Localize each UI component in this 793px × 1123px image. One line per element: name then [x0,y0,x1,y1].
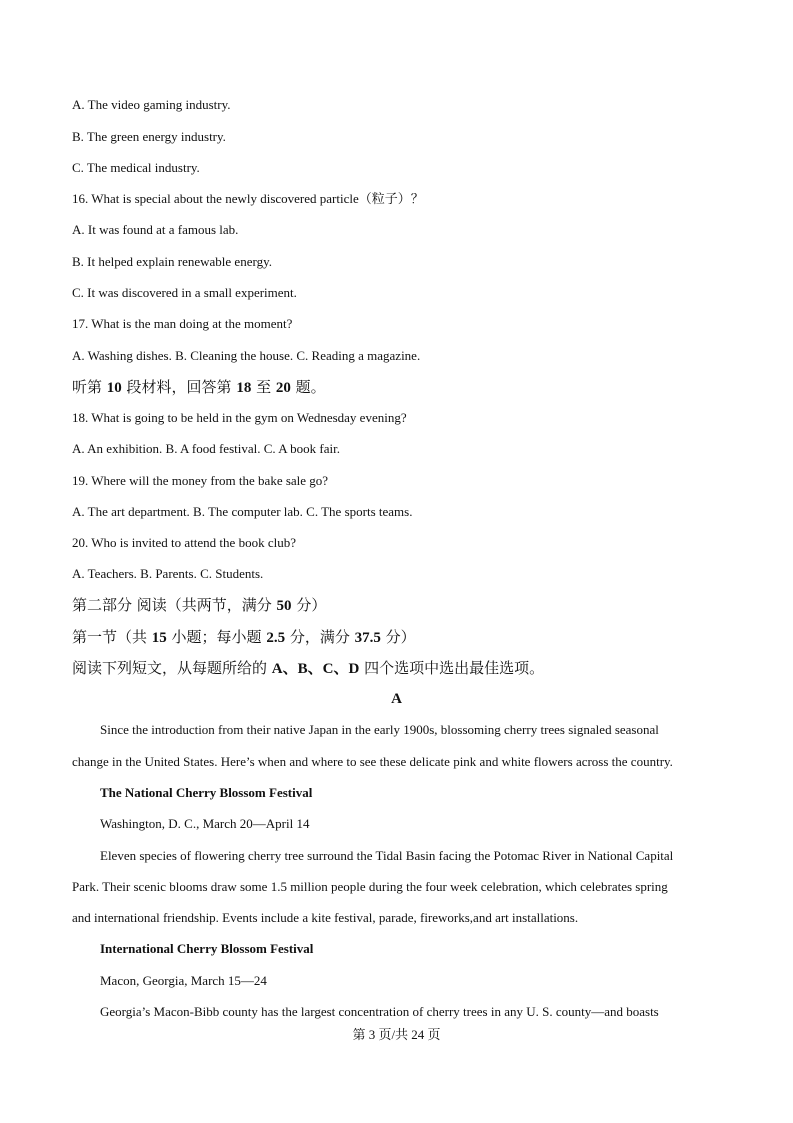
festival-1-title: The National Cherry Blossom Festival [100,785,313,800]
option-a-q16: A. It was found at a famous lab. [72,222,239,237]
question-18: 18. What is going to be held in the gym on Wednesday evening? [72,410,407,425]
passage-label: A [391,691,402,707]
question-20: 20. Who is invited to attend the book club? [72,535,296,550]
festival-1-description-line-3: and international friendship. Events include a kite festival, parade, fireworks,and art installations. [72,910,579,925]
part-two-heading: 第二部分 阅读（共两节，满分 50 分） [72,596,327,614]
options-q20: A. Teachers. B. Parents. C. Students. [72,566,264,581]
section-one-heading: 第一节（共 15 小题；每小题 2.5 分，满分 37.5 分） [72,628,416,646]
festival-2-description-line-1: Georgia’s Macon-Bibb county has the largest concentration of cherry trees in any U. S. county—and boasts [100,1004,659,1019]
option-a-q15: A. The video gaming industry. [72,97,231,112]
question-17: 17. What is the man doing at the moment? [72,316,293,331]
section-instruction-material-10: 听第 10 段材料，回答第 18 至 20 题。 [72,378,326,396]
options-q17: A. Washing dishes. B. Cleaning the house. C. Reading a magazine. [72,348,421,363]
reading-instruction: 阅读下列短文，从每题所给的 A、B、C、D 四个选项中选出最佳选项。 [72,659,545,677]
page-footer: 第 3 页/共 24 页 [352,1027,441,1042]
festival-2-title: International Cherry Blossom Festival [100,941,314,956]
option-c-q16: C. It was discovered in a small experiment. [72,285,297,300]
festival-1-description-line-1: Eleven species of flowering cherry tree surround the Tidal Basin facing the Potomac River in National Capital [100,848,674,863]
option-c-q15: C. The medical industry. [72,160,200,175]
festival-2-location: Macon, Georgia, March 15—24 [100,973,267,988]
options-q19: A. The art department. B. The computer lab. C. The sports teams. [72,504,413,519]
options-q18: A. An exhibition. B. A food festival. C. A book fair. [72,441,340,456]
question-19: 19. Where will the money from the bake sale go? [72,473,329,488]
question-16: 16. What is special about the newly discovered particle（粒子）？ [72,191,424,206]
passage-paragraph-1-line-1: Since the introduction from their native Japan in the early 1900s, blossoming cherry trees signaled seasonal [100,722,659,737]
option-b-q16: B. It helped explain renewable energy. [72,254,272,269]
festival-1-description-line-2: Park. Their scenic blooms draw some 1.5 million people during the four week celebration, which celebrates spring [72,879,668,894]
option-b-q15: B. The green energy industry. [72,129,226,144]
festival-1-location: Washington, D. C., March 20—April 14 [100,816,310,831]
passage-paragraph-1-line-2: change in the United States. Here’s when and where to see these delicate pink and white flowers across the country. [72,754,673,769]
